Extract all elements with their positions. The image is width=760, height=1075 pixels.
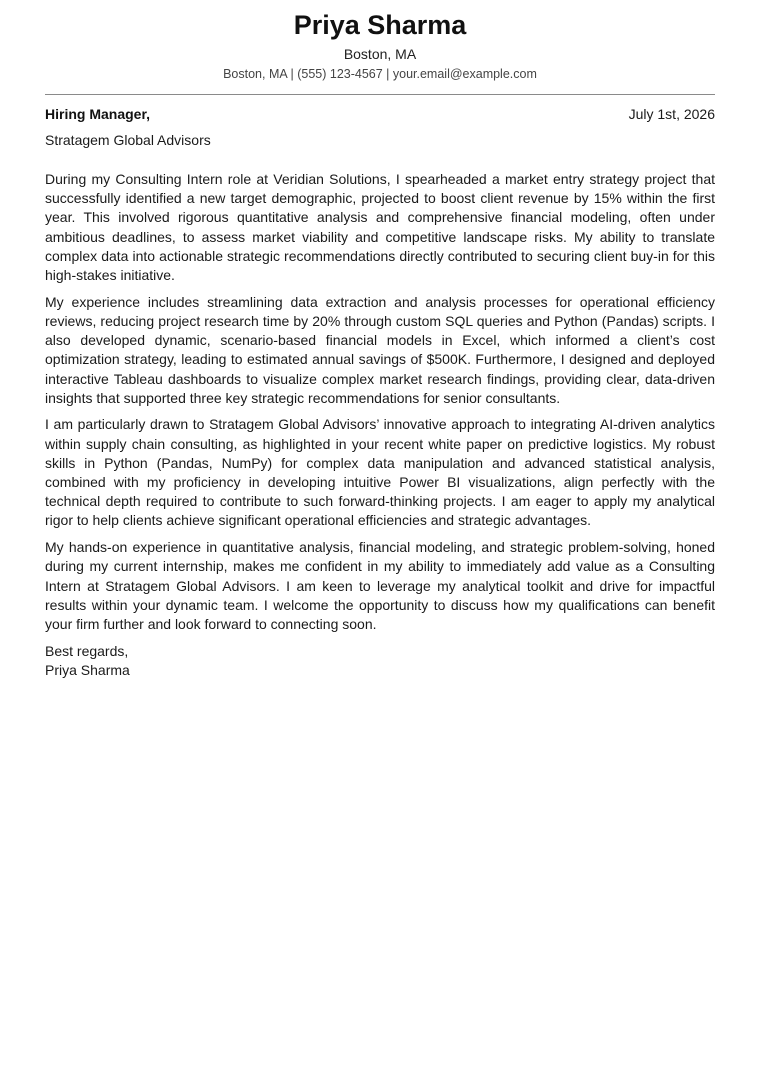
applicant-contact-line: Boston, MA | (555) 123-4567 | your.email@example.com — [223, 67, 537, 81]
body-paragraph: My hands-on experience in quantitative analysis, financial modeling, and strategic problem-solving, honed during my current internship, makes me confident in my ability to immediately add value as a Consulting Intern at Stratagem Global Advisors. I am keen to leverage my analytical toolkit and drive for impactful results within your dynamic team. I welcome the opportunity to discuss how my qualifications can benefit your firm further and look forward to connecting soon. — [45, 539, 715, 632]
letter-date: July 1st, 2026 — [628, 106, 715, 122]
signature-name: Priya Sharma — [45, 661, 130, 678]
letter-closing — [45, 642, 715, 680]
recipient-salutation: Hiring Manager, — [45, 106, 151, 122]
letter-header — [45, 0, 715, 83]
letter-body — [45, 170, 715, 634]
closing-phrase: Best regards, — [45, 642, 129, 659]
body-paragraph: My experience includes streamlining data extraction and analysis processes for operational efficiency reviews, reducing project research time by 20% through custom SQL queries and Python (Pandas) scripts. I also developed dynamic, scenario-based financial models in Excel, which informed a client’s cost optimization strategy, leading to estimated annual savings of $500K. Furthermore, I designed and deployed interactive Tableau dashboards to visualize complex market research findings, providing clear, data-driven insights that supported three key strategic recommendations for senior consultants. — [45, 293, 715, 406]
recipient-company: Stratagem Global Advisors — [45, 132, 211, 148]
applicant-location: Boston, MA — [343, 46, 417, 62]
recipient-date-row — [45, 104, 715, 124]
header-divider — [45, 94, 715, 95]
body-paragraph: During my Consulting Intern role at Veridian Solutions, I spearheaded a market entry strategy project that successfully identified a new target demographic, projected to boost client revenue by 15% within the first year. This involved rigorous quantitative analysis and comprehensive financial modeling, often under ambitious deadlines, to assess market viability and competitive landscape risks. My ability to translate complex data into actionable strategic recommendations directly contributed to securing client buy-in for this high-stakes initiative. — [45, 171, 715, 284]
body-paragraph: I am particularly drawn to Stratagem Global Advisors’ innovative approach to integrating AI-driven analytics within supply chain consulting, as highlighted in your recent white paper on predictive logistics. My robust skills in Python (Pandas, NumPy) for complex data manipulation and advanced statistical analysis, combined with my proficiency in developing intuitive Power BI visualizations, align perfectly with the technical depth required to contribute to such forward-thinking projects. I am eager to apply my analytical rigor to help clients achieve significant operational efficiencies and strategic advantages. — [45, 416, 715, 529]
applicant-name: Priya Sharma — [293, 10, 467, 40]
